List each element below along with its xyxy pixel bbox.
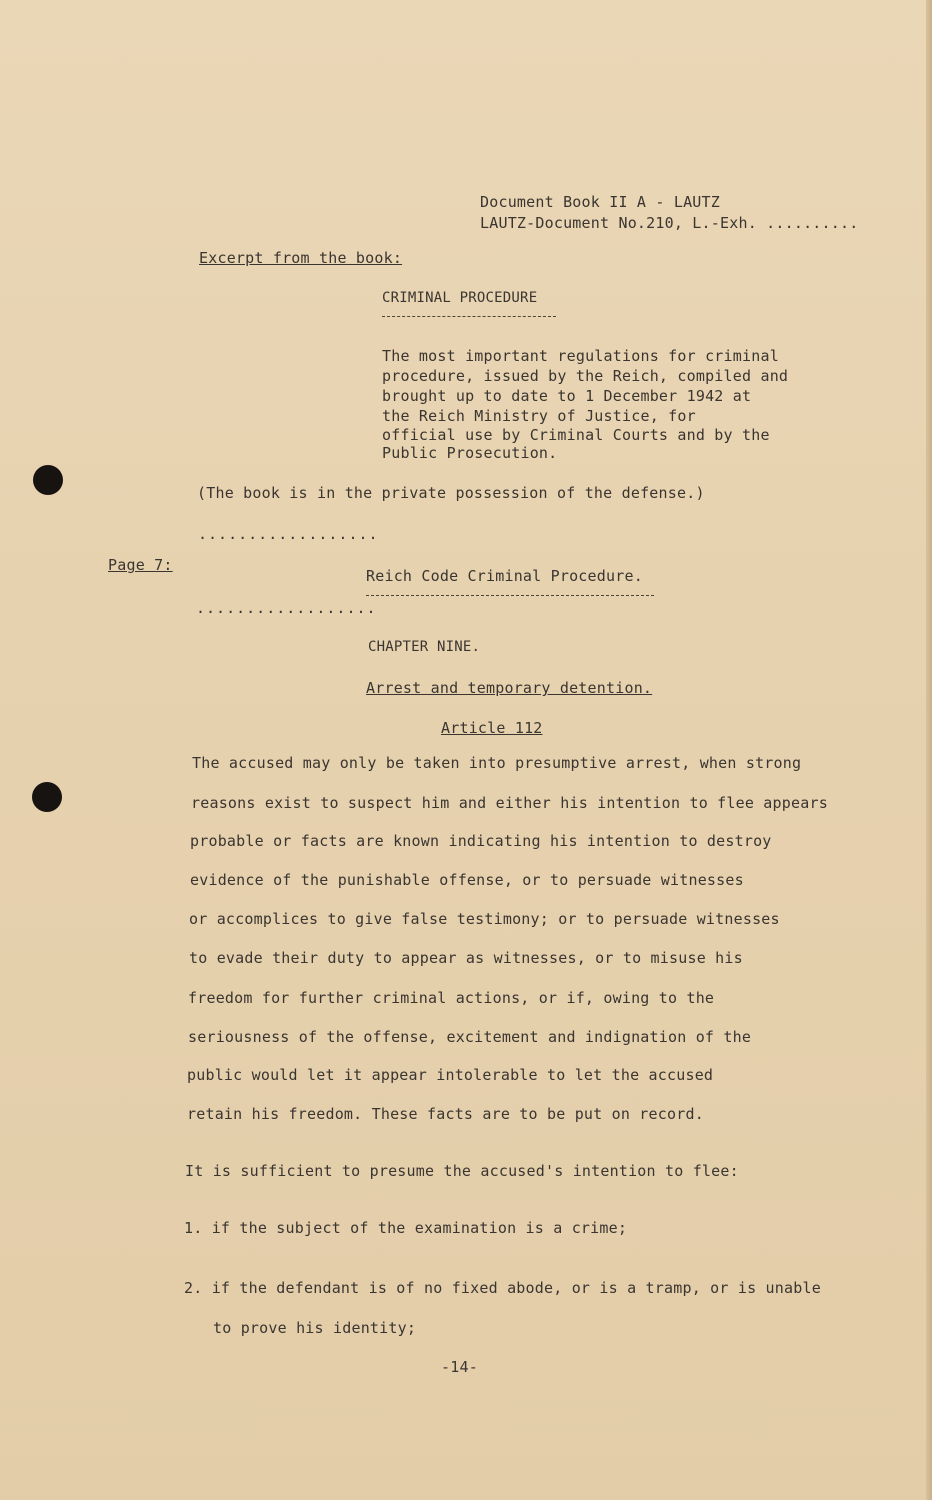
section-title: Reich Code Criminal Procedure. bbox=[366, 567, 643, 585]
list-item-2-continued: to prove his identity; bbox=[213, 1319, 417, 1337]
body-line-1: The accused may only be taken into presumptive arrest, when strong bbox=[192, 754, 802, 772]
body-line-4: evidence of the punishable offense, or to persuade witnesses bbox=[190, 871, 744, 889]
page-reference: Page 7: bbox=[108, 556, 173, 574]
book-desc-line-5: official use by Criminal Courts and by the bbox=[382, 426, 770, 444]
book-note: (The book is in the private possession of the defense.) bbox=[197, 484, 705, 502]
book-desc-line-1: The most important regulations for criminal bbox=[382, 347, 779, 365]
body-line-5: or accomplices to give false testimony; or to persuade witnesses bbox=[189, 910, 780, 928]
punch-hole-top bbox=[33, 465, 63, 495]
book-desc-line-6: Public Prosecution. bbox=[382, 444, 558, 462]
ellipsis-1: .................. bbox=[198, 525, 379, 543]
punch-hole-bottom bbox=[32, 782, 62, 812]
chapter-subtitle: Arrest and temporary detention. bbox=[366, 679, 653, 697]
article-heading: Article 112 bbox=[441, 719, 543, 737]
book-desc-line-4: the Reich Ministry of Justice, for bbox=[382, 407, 696, 425]
book-desc-line-3: brought up to date to 1 December 1942 at bbox=[382, 387, 752, 405]
book-title: CRIMINAL PROCEDURE bbox=[382, 290, 538, 306]
header-line-1: Document Book II A - LAUTZ bbox=[480, 193, 720, 211]
body-line-8: seriousness of the offense, excitement and indignation of the bbox=[188, 1028, 752, 1046]
ellipsis-2: .................. bbox=[196, 599, 377, 617]
excerpt-label: Excerpt from the book: bbox=[199, 249, 403, 267]
chapter-heading: CHAPTER NINE. bbox=[368, 639, 481, 655]
body-line-6: to evade their duty to appear as witnesses, or to misuse his bbox=[189, 949, 743, 967]
page-number: -14- bbox=[441, 1358, 478, 1376]
body-line-10: retain his freedom. These facts are to be put on record. bbox=[187, 1105, 704, 1123]
body-line-3: probable or facts are known indicating his intention to destroy bbox=[190, 832, 772, 850]
presume-line: It is sufficient to presume the accused's intention to flee: bbox=[185, 1162, 739, 1180]
book-title-underline bbox=[382, 316, 556, 317]
body-line-2: reasons exist to suspect him and either his intention to flee appears bbox=[191, 794, 828, 812]
body-line-9: public would let it appear intolerable to let the accused bbox=[187, 1066, 714, 1084]
page-edge bbox=[926, 0, 932, 1500]
body-line-7: freedom for further criminal actions, or if, owing to the bbox=[188, 989, 715, 1007]
book-desc-line-2: procedure, issued by the Reich, compiled and bbox=[382, 367, 789, 385]
list-item-2: 2. if the defendant is of no fixed abode, or is a tramp, or is unable bbox=[184, 1279, 821, 1297]
list-item-1: 1. if the subject of the examination is a crime; bbox=[184, 1219, 628, 1237]
header-line-2: LAUTZ-Document No.210, L.-Exh. .......... bbox=[480, 214, 859, 232]
section-title-underline bbox=[366, 595, 654, 596]
